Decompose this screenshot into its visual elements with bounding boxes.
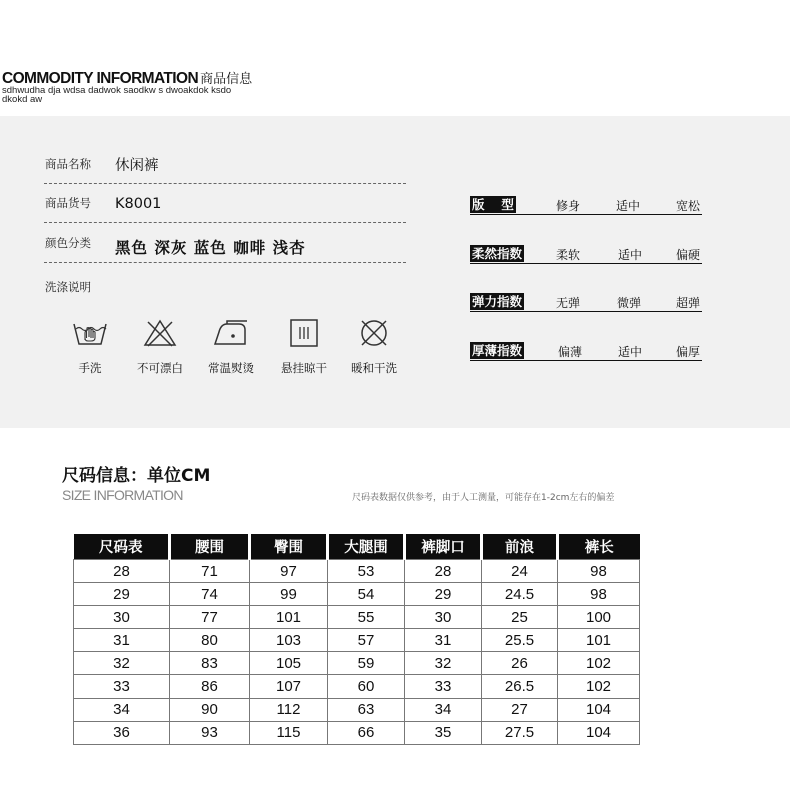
table-cell: 93 — [170, 721, 250, 744]
table-cell: 26.5 — [482, 675, 558, 698]
table-cell: 97 — [250, 560, 328, 583]
attribute-option: 宽松 — [676, 199, 701, 213]
care-label: 常温熨烫 — [208, 361, 254, 375]
table-cell: 31 — [74, 629, 170, 652]
table-cell: 107 — [250, 675, 328, 698]
table-cell: 102 — [558, 675, 640, 698]
table-cell: 28 — [74, 560, 170, 583]
wash-label: 洗涤说明 — [45, 280, 91, 294]
table-cell: 25 — [482, 606, 558, 629]
attribute-option: 适中 — [616, 199, 641, 213]
table-row — [74, 583, 640, 606]
table-cell: 30 — [405, 606, 482, 629]
color-label: 颜色分类 — [45, 236, 91, 250]
attribute-label: 版 型 — [472, 197, 514, 212]
table-cell: 24 — [482, 560, 558, 583]
table-cell: 115 — [250, 721, 328, 744]
table-cell: 33 — [74, 675, 170, 698]
attribute-label: 厚薄指数 — [472, 343, 523, 358]
table-cell: 27.5 — [482, 721, 558, 744]
column-header: 臀围 — [250, 534, 328, 560]
size-subtitle: SIZE INFORMATION — [62, 487, 183, 503]
care-label: 悬挂晾干 — [281, 361, 327, 375]
table-cell: 34 — [405, 698, 482, 721]
table-cell: 66 — [328, 721, 405, 744]
code-label: 商品货号 — [45, 196, 91, 210]
divider — [44, 222, 406, 223]
table-cell: 34 — [74, 698, 170, 721]
table-cell: 60 — [328, 675, 405, 698]
table-cell: 100 — [558, 606, 640, 629]
code-value: K8001 — [115, 196, 162, 212]
softness-attribute — [470, 245, 702, 263]
table-cell: 27 — [482, 698, 558, 721]
table-cell: 80 — [170, 629, 250, 652]
table-cell: 32 — [405, 652, 482, 675]
color-value: 黑色 深灰 蓝色 咖啡 浅杏 — [115, 239, 306, 257]
size-table — [73, 534, 640, 745]
size-note: 尺码表数据仅供参考，由于人工测量，可能存在1-2cm左右的偏差 — [352, 493, 615, 503]
no-dry-clean-icon — [356, 318, 392, 348]
fit-attribute — [470, 196, 702, 214]
attribute-option: 适中 — [618, 345, 643, 359]
divider — [44, 262, 406, 263]
column-header: 腰围 — [170, 534, 250, 560]
hang-dry-icon — [286, 318, 322, 348]
column-header: 裤长 — [558, 534, 640, 560]
attribute-underline — [470, 214, 702, 215]
table-cell: 74 — [170, 583, 250, 606]
table-cell: 63 — [328, 698, 405, 721]
divider — [44, 183, 406, 184]
table-cell: 102 — [558, 652, 640, 675]
attribute-option: 柔软 — [556, 248, 581, 262]
table-row — [74, 629, 640, 652]
table-row — [74, 560, 640, 583]
header-title-en: COMMODITY INFORMATION — [2, 70, 199, 87]
table-cell: 112 — [250, 698, 328, 721]
table-cell: 86 — [170, 675, 250, 698]
table-row — [74, 721, 640, 744]
table-cell: 103 — [250, 629, 328, 652]
table-cell: 54 — [328, 583, 405, 606]
name-value: 休闲裤 — [115, 158, 159, 174]
attribute-label: 柔然指数 — [472, 246, 523, 261]
care-label: 不可漂白 — [137, 361, 183, 375]
attribute-label: 弹力指数 — [472, 294, 523, 309]
table-cell: 101 — [250, 606, 328, 629]
header-title-cn: 商品信息 — [200, 71, 253, 86]
column-header: 前浪 — [482, 534, 558, 560]
column-header: 裤脚口 — [405, 534, 482, 560]
attribute-option: 偏薄 — [558, 345, 583, 359]
size-table-header — [74, 534, 640, 560]
care-item — [60, 318, 120, 375]
table-cell: 29 — [74, 583, 170, 606]
attribute-option: 无弹 — [556, 296, 581, 310]
attribute-option: 适中 — [618, 248, 643, 262]
table-cell: 83 — [170, 652, 250, 675]
hand-wash-icon — [72, 318, 108, 348]
table-cell: 33 — [405, 675, 482, 698]
care-item — [344, 318, 404, 375]
table-row — [74, 675, 640, 698]
attribute-option: 超弹 — [676, 296, 701, 310]
attribute-option: 微弹 — [617, 296, 642, 310]
table-row — [74, 652, 640, 675]
table-cell: 59 — [328, 652, 405, 675]
table-cell: 31 — [405, 629, 482, 652]
attribute-underline — [470, 311, 702, 312]
attribute-option: 偏厚 — [676, 345, 701, 359]
attribute-option: 偏硬 — [676, 248, 701, 262]
iron-icon — [211, 318, 251, 348]
table-cell: 53 — [328, 560, 405, 583]
column-header: 尺码表 — [74, 534, 170, 560]
table-cell: 77 — [170, 606, 250, 629]
table-cell: 36 — [74, 721, 170, 744]
table-cell: 105 — [250, 652, 328, 675]
table-cell: 98 — [558, 583, 640, 606]
care-item — [274, 318, 334, 375]
no-bleach-icon — [142, 318, 178, 348]
thickness-attribute — [470, 342, 702, 360]
care-label: 暖和干洗 — [351, 361, 397, 375]
care-item — [130, 318, 190, 375]
table-cell: 98 — [558, 560, 640, 583]
table-cell: 35 — [405, 721, 482, 744]
attribute-underline — [470, 263, 702, 264]
elasticity-attribute — [470, 293, 702, 311]
table-cell: 29 — [405, 583, 482, 606]
table-cell: 104 — [558, 721, 640, 744]
header-subtitle: sdhwudha dja wdsa dadwok saodkw s dwoakdok ksdo dkokd aw — [2, 85, 232, 105]
table-cell: 55 — [328, 606, 405, 629]
size-title: 尺码信息：单位CM — [62, 466, 211, 486]
table-cell: 57 — [328, 629, 405, 652]
care-label: 手洗 — [78, 361, 102, 375]
table-cell: 32 — [74, 652, 170, 675]
attribute-option: 修身 — [556, 199, 581, 213]
care-item — [201, 318, 261, 375]
table-row — [74, 606, 640, 629]
column-header: 大腿围 — [328, 534, 405, 560]
table-cell: 25.5 — [482, 629, 558, 652]
table-cell: 30 — [74, 606, 170, 629]
table-cell: 90 — [170, 698, 250, 721]
table-cell: 71 — [170, 560, 250, 583]
table-cell: 28 — [405, 560, 482, 583]
table-cell: 99 — [250, 583, 328, 606]
table-cell: 101 — [558, 629, 640, 652]
table-cell: 104 — [558, 698, 640, 721]
table-row — [74, 698, 640, 721]
name-label: 商品名称 — [45, 157, 91, 171]
attribute-underline — [470, 360, 702, 361]
table-cell: 24.5 — [482, 583, 558, 606]
table-cell: 26 — [482, 652, 558, 675]
